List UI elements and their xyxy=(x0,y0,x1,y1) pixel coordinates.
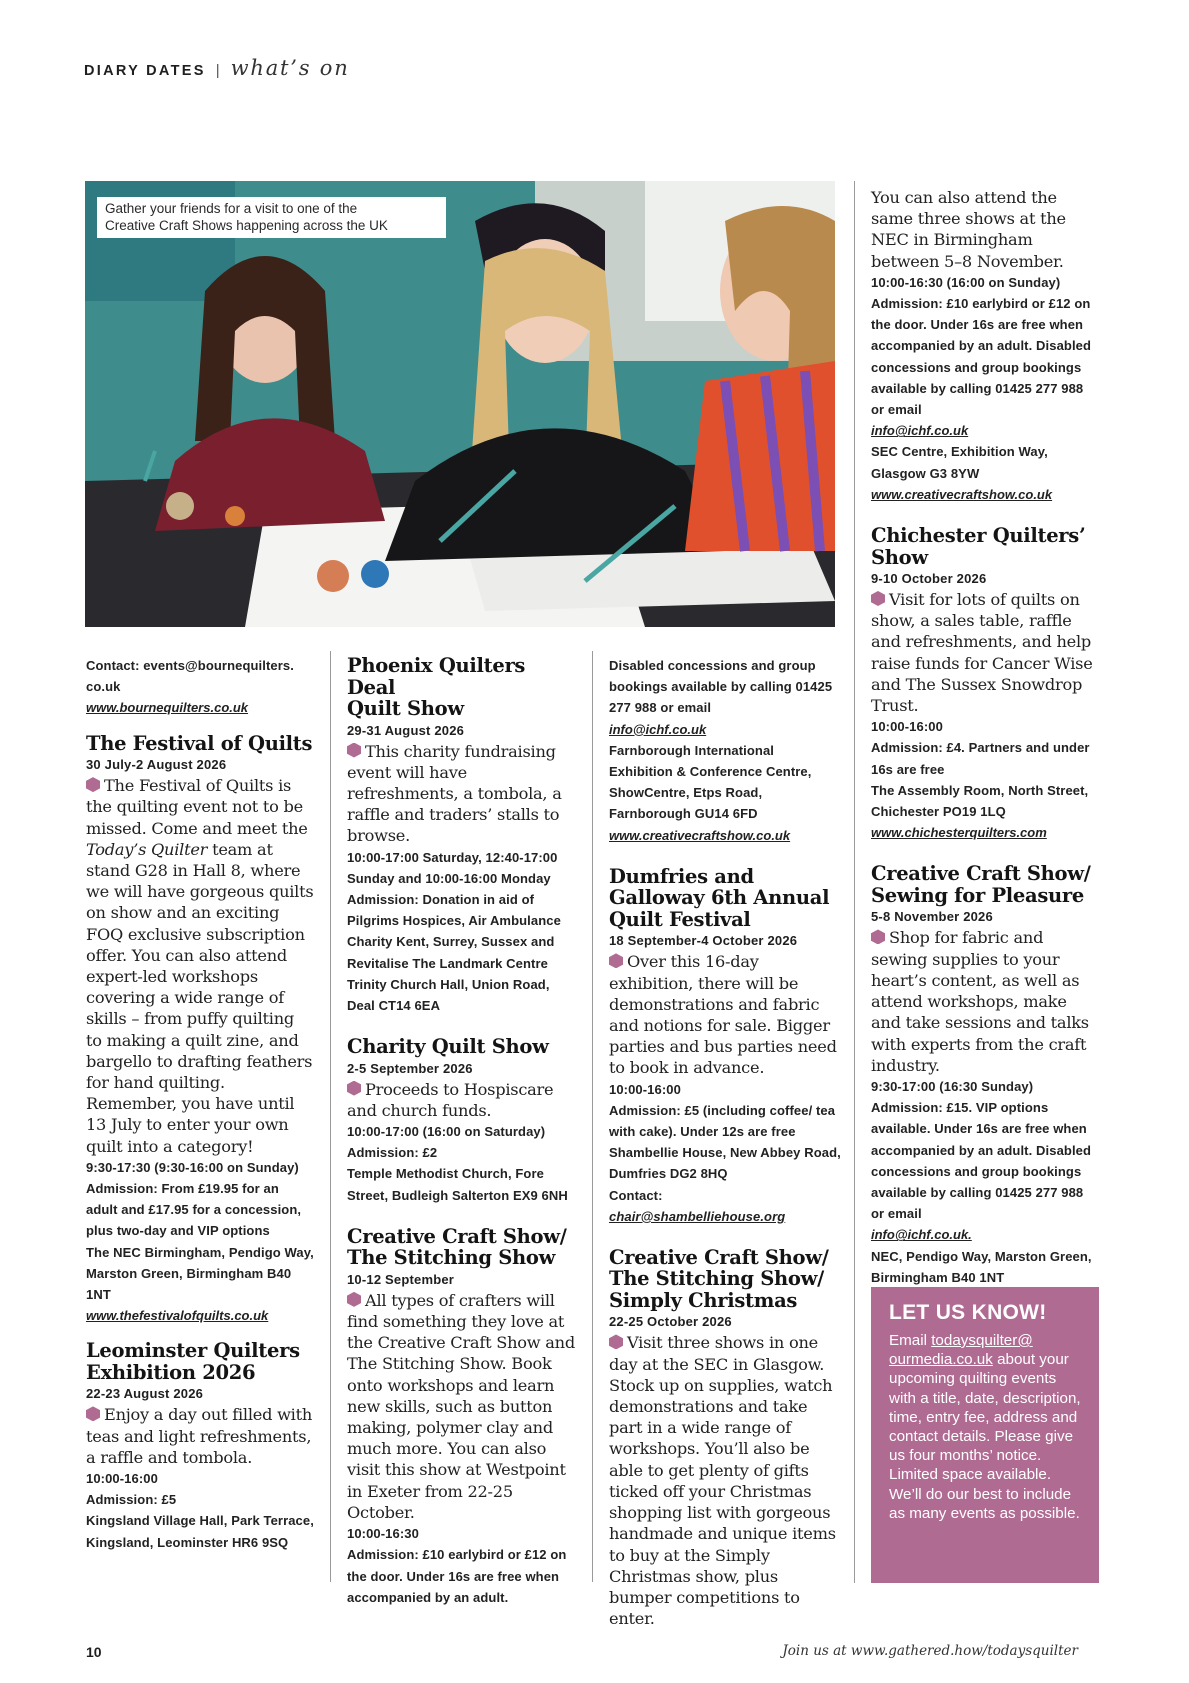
event-times: 10:00-16:30 xyxy=(347,1526,419,1542)
feature-photo xyxy=(85,181,835,627)
event-address: SEC Centre, Exhibition Way, Glasgow G3 8YW xyxy=(871,444,1048,481)
event-description: Proceeds to Hospiscare and church funds. xyxy=(347,1079,554,1120)
photo-caption: Gather your friends for a visit to one of the Creative Craft Shows happening across the UK xyxy=(97,197,446,238)
crafters-illustration xyxy=(85,181,835,627)
column-2 xyxy=(347,655,577,1622)
event-title: Creative Craft Show/ The Stitching Show xyxy=(347,1224,567,1270)
event-times: 9:30-17:00 (16:30 Sunday) xyxy=(871,1078,1034,1094)
event-times: 10:00-16:00 xyxy=(871,719,943,735)
hexagon-bullet-icon xyxy=(871,591,885,606)
email-link[interactable]: info@ichf.co.uk xyxy=(609,721,707,737)
event-times: 10:00-17:00 Saturday, 12:40-17:00 Sunday and 10:00-16:00 Monday xyxy=(347,849,558,886)
event-festival-of-quilts xyxy=(86,733,314,1327)
event-admission: Admission: £15. VIP options available. Under 16s are free when accompanied by an adult. Disabled concessions and group bookings available by calling 01425 277 988 or email xyxy=(871,1100,1092,1222)
event-address: Trinity Church Hall, Union Road, Deal CT14 6EA xyxy=(347,976,550,1013)
event-admission: Admission: £5 xyxy=(86,1492,177,1508)
event-sewing-for-pleasure xyxy=(871,863,1099,1309)
event-title: Leominster Quilters Exhibition 2026 xyxy=(86,1339,300,1384)
email-link[interactable]: todaysquilter@ ourmedia.co.uk xyxy=(889,1332,1033,1369)
event-address: Shambellie House, New Abbey Road, Dumfries DG2 8HQ xyxy=(609,1145,841,1182)
website-link[interactable]: www.bournequilters.co.uk xyxy=(86,700,249,716)
event-date: 29-31 August 2026 xyxy=(347,722,465,738)
website-link[interactable]: www.thefestivalofquilts.co.uk xyxy=(86,1308,269,1324)
event-date: 9-10 October 2026 xyxy=(871,571,987,587)
event-times: 10:00-16:00 xyxy=(609,1081,681,1097)
hexagon-bullet-icon xyxy=(86,1406,100,1421)
email-link[interactable]: info@ichf.co.uk xyxy=(871,423,969,439)
page-header xyxy=(84,56,350,86)
event-title: The Festival of Quilts xyxy=(86,731,313,755)
box-text: Email todaysquilter@ ourmedia.co.uk about your upcoming quilting events with a title, date, description, time, entry fee, address and contact details. Please give us four months’ notice. Limited space available. We’ll do our best to include as many events as possible. xyxy=(889,1332,1081,1522)
contact-text: co.uk xyxy=(86,679,121,695)
event-admission: Admission: £10 earlybird or £12 on the door. Under 16s are free when accompanied by an adult. Disabled concessions and group bookings available by calling 01425 277 988 or email xyxy=(871,296,1092,418)
event-description: All types of crafters will find something they love at the Creative Craft Show and The Stitching Show. Book onto workshops and learn new skills, such as button making, polymer clay and much more. You can also visit this show at Westpoint in Exeter from 22-25 October. xyxy=(347,1290,575,1522)
event-description: Shop for fabric and sewing supplies to your heart’s content, as well as attend workshops, make and take sessions and talks with experts from the craft industry. xyxy=(871,928,1089,1075)
event-dumfries xyxy=(609,866,841,1227)
event-description: You can also attend the same three shows at the NEC in Birmingham between 5–8 November. xyxy=(871,188,1066,271)
event-title: Creative Craft Show/ The Stitching Show/ Simply Christmas xyxy=(609,1245,829,1312)
event-title: Creative Craft Show/ Sewing for Pleasure xyxy=(871,862,1091,907)
event-date: 22-23 August 2026 xyxy=(86,1386,204,1402)
column-rule xyxy=(330,651,331,1582)
event-date: 30 July-2 August 2026 xyxy=(86,757,227,773)
event-leominster xyxy=(86,1340,314,1552)
event-date: 5-8 November 2026 xyxy=(871,909,993,925)
event-date: 18 September-4 October 2026 xyxy=(609,933,798,949)
event-stitching-continued xyxy=(609,655,841,846)
event-contact: Contact: chair@shambelliehouse.org xyxy=(609,1187,786,1224)
event-title: Charity Quilt Show xyxy=(347,1035,549,1059)
event-address: Temple Methodist Church, Fore Street, Budleigh Salterton EX9 6NH xyxy=(347,1166,568,1203)
event-title: Dumfries and Galloway 6th Annual Quilt Festival xyxy=(609,864,830,931)
email-link[interactable]: chair@shambelliehouse.org xyxy=(609,1208,786,1224)
hexagon-bullet-icon xyxy=(86,777,100,792)
section-subtitle: what’s on xyxy=(230,56,350,80)
event-date: 22-25 October 2026 xyxy=(609,1314,732,1330)
contact-text: Contact: events@bournequilters. xyxy=(86,658,294,673)
event-admission: Admission: £2 xyxy=(347,1145,438,1161)
event-admission: Admission: Donation in aid of Pilgrims Hospices, Air Ambulance Charity Kent, Surrey, Sussex and Revitalise The Landmark Centre xyxy=(347,891,561,971)
event-title: Chichester Quilters’ Show xyxy=(871,524,1086,569)
event-times: 10:00-16:00 xyxy=(86,1471,158,1486)
event-date: 10-12 September xyxy=(347,1271,455,1287)
event-address: The Assembly Room, North Street, Chichester PO19 1LQ xyxy=(871,782,1089,820)
column-3 xyxy=(609,655,841,1643)
event-address: Farnborough International Exhibition & Conference Centre, ShowCentre, Etps Road, Farnborough GU14 6FD xyxy=(609,742,812,822)
event-simply-christmas xyxy=(609,1247,841,1629)
hexagon-bullet-icon xyxy=(347,1292,361,1307)
column-rule xyxy=(854,181,855,1583)
email-link[interactable]: info@ichf.co.uk. xyxy=(871,1227,972,1243)
box-title: LET US KNOW! xyxy=(889,1301,1047,1324)
hexagon-bullet-icon xyxy=(609,1334,623,1349)
column-4 xyxy=(871,187,1099,1323)
event-phoenix xyxy=(347,655,577,1016)
event-times: 10:00-17:00 (16:00 on Saturday) xyxy=(347,1124,546,1140)
let-us-know-box xyxy=(871,1287,1099,1583)
event-description: The Festival of Quilts is the quilting event not to be missed. Come and meet the Today’s Quilter team at stand G28 in Hall 8, where we will have gorgeous quilts on show and an exciting FOQ exclusive subscription offer. You can also attend expert-led workshops covering a wide range of skills – from puffy quilting to making a quilt zine, and bargello to drafting feathers for hand quilting. Remember, you have until 13 July to enter your own quilt into a category! xyxy=(86,776,314,1156)
event-times: 10:00-16:30 (16:00 on Sunday) xyxy=(871,274,1061,290)
website-link[interactable]: www.creativecraftshow.co.uk xyxy=(871,486,1053,502)
event-christmas-continued xyxy=(871,187,1099,505)
event-address: Kingsland Village Hall, Park Terrace, Kingsland, Leominster HR6 9SQ xyxy=(86,1513,314,1550)
header-separator: | xyxy=(215,62,220,79)
event-times: 9:30-17:30 (9:30-16:00 on Sunday) xyxy=(86,1159,299,1175)
event-admission: Admission: £4. Partners and under 16s are free xyxy=(871,740,1090,777)
event-chichester xyxy=(871,525,1099,843)
section-label: DIARY DATES xyxy=(84,63,206,79)
event-admission: Admission: £5 (including coffee/ tea with cake). Under 12s are free xyxy=(609,1102,836,1139)
event-stitching-show xyxy=(347,1226,577,1608)
event-title: Phoenix Quilters Deal Quilt Show xyxy=(347,654,526,720)
event-description: Visit three shows in one day at the SEC in Glasgow. Stock up on supplies, watch demonstrations and take part in a wide range of workshops. You’ll also be able to get plenty of gifts ticked off your Christmas shopping list with gorgeous handmade and unique items to buy at the Simply Christmas show, plus bumper competitions to enter. xyxy=(609,1333,836,1629)
event-admission: Admission: From £19.95 for an adult and £17.95 for a concession, plus two-day and VIP options xyxy=(86,1180,302,1239)
event-description: Enjoy a day out filled with teas and light refreshments, a raffle and tombola. xyxy=(86,1405,313,1467)
hexagon-bullet-icon xyxy=(871,929,885,944)
footer-tagline: Join us at www.gathered.how/todaysquilter xyxy=(782,1643,1078,1659)
event-description: Visit for lots of quilts on show, a sales table, raffle and refreshments, and help raise funds for Cancer Wise and The Sussex Snowdrop Trust. xyxy=(871,590,1093,716)
column-rule xyxy=(592,651,593,1582)
event-date: 2-5 September 2026 xyxy=(347,1060,473,1076)
event-description: Over this 16-day exhibition, there will be demonstrations and fabric and notions for sale. Bigger parties and bus parties need to book in advance. xyxy=(609,952,837,1078)
event-admission: Disabled concessions and group bookings available by calling 01425 277 988 or email xyxy=(609,658,833,716)
hexagon-bullet-icon xyxy=(609,953,623,968)
hexagon-bullet-icon xyxy=(347,1081,361,1096)
website-link[interactable]: www.chichesterquilters.com xyxy=(871,825,1047,841)
event-description: This charity fundraising event will have refreshments, a tombola, a raffle and traders’ stalls to browse. xyxy=(347,741,562,846)
event-admission: Admission: £10 earlybird or £12 on the door. Under 16s are free when accompanied by an adult. xyxy=(347,1547,567,1605)
website-link[interactable]: www.creativecraftshow.co.uk xyxy=(609,827,791,843)
event-address: The NEC Birmingham, Pendigo Way, Marston Green, Birmingham B40 1NT xyxy=(86,1244,314,1302)
event-charity xyxy=(347,1036,577,1206)
column-1 xyxy=(86,655,314,1567)
event-address: NEC, Pendigo Way, Marston Green, Birmingham B40 1NT xyxy=(871,1248,1092,1285)
hexagon-bullet-icon xyxy=(347,743,361,758)
page-number: 10 xyxy=(86,1644,102,1660)
